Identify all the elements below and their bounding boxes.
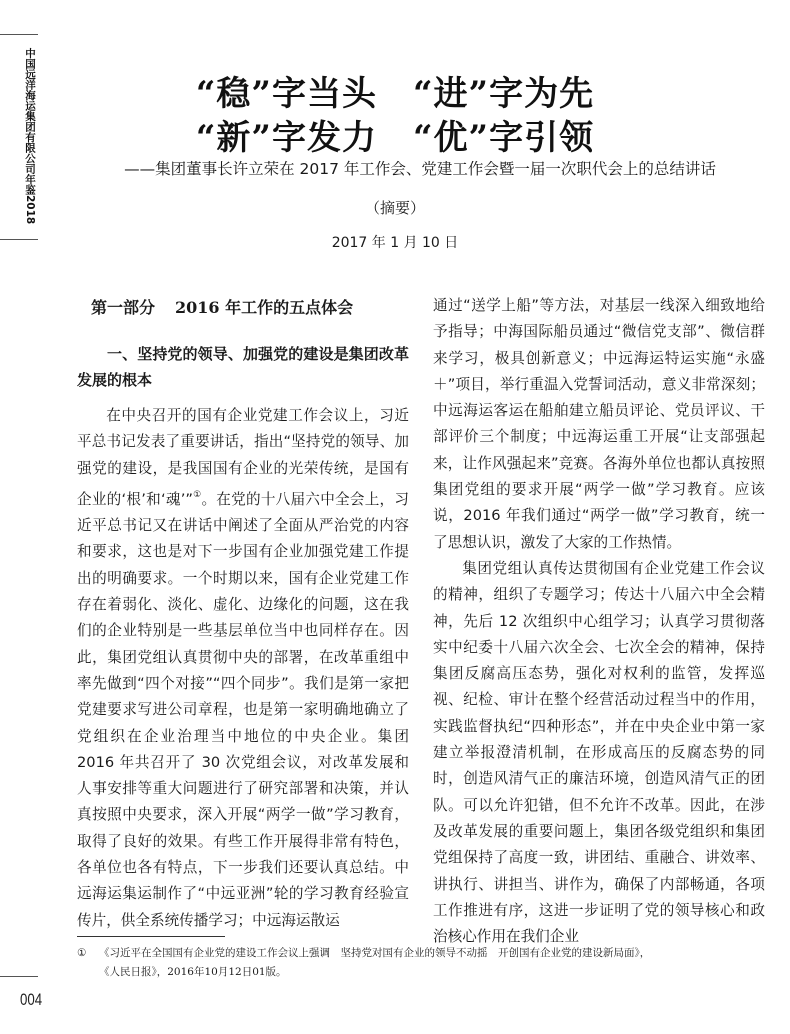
paragraph-text-after-footnote: 。在党的十八届六中全会上，习近平总书记又在讲话中阐述了全面从严治党的内容和要求，这也是对下一步国有企业加强党建工作提出的明确要求。一个时期以来，国有企业党建工作存在着弱化、淡化、虚化、边缘化的问题，这在我们的企业特别是一些基层单位当中也同样存在。因此，集团党组认真贯彻中央的部署，在改革重组中率先做到“四个对接”“四个同步”。我们是第一家把党建要求写进公司章程，也是第一家明确地确立了党组织在企业治理当中地位的中央企业。集团 2016 年共召开了 30 次党组会议，对改革发展和人事安排等重大问题进行了研究部署和决策，并认真按照中央要求，深入开展“两学一做”学习教育，取得了良好的效果。有些工作开展得非常有特色，各单位也各有特点，下一步我们还要认真总结。中远海运集运制作了“中远亚洲”轮的学习教育经验宣传片，供全系统传播学习；中远海运散运 — [77, 490, 409, 929]
running-header-publication: 中国远洋海运集团有限公司年鉴 — [24, 48, 36, 195]
footnote-divider — [77, 936, 225, 937]
left-column — [77, 293, 409, 934]
side-rule-top — [0, 34, 38, 35]
footnote-line-1 — [77, 944, 757, 963]
title-phrase-new: “新”字发力 — [195, 118, 377, 158]
subtitle: ——集团董事长许立荣在 2017 年工作会、党建工作会暨一届一次职代会上的总结讲话 — [124, 160, 716, 178]
body-paragraph: 集团党组认真传达贯彻国有企业党建工作会议的精神，组织了专题学习；传达十八届六中全会精神，先后 12 次组织中心组学习；认真学习贯彻落实中纪委十八届六次全会、七次全会的精神，保持集团反腐高压态势，强化对权利的监管，发挥巡视、纪检、审计在整个经营活动过程当中的作用，实践监督执纪“四种形态”，并在中央企业中第一家建立举报澄清机制，在形成高压的反腐态势的同时，创造风清气正的廉洁环境，创造风清气正的团队。可以允许犯错，但不允许不改革。因此，在涉及改革发展的重要问题上，集团各级党组织和集团党组保持了高度一致，讲团结、重融合、讲效率、讲执行、讲担当、讲作为，确保了内部畅通，各项工作推进有序，这进一步证明了党的领导核心和政治核心作用在我们企业 — [433, 559, 765, 946]
speech-date: 2017 年 1 月 10 日 — [331, 235, 459, 251]
title-phrase-excellence: “优”字引领 — [413, 118, 595, 158]
part-heading — [91, 293, 409, 331]
part-label: 第一部分 — [91, 298, 156, 317]
part-title: 2016 年工作的五点体会 — [175, 298, 354, 317]
title-line-1 — [0, 66, 790, 115]
body-paragraph — [77, 403, 409, 934]
right-column — [433, 293, 765, 950]
title-phrase-progress: “进”字为先 — [413, 74, 595, 114]
footnote-reference[interactable]: ① — [192, 489, 202, 500]
running-header-year: 2018 — [24, 195, 36, 225]
footnote-line-2: 《人民日报》，2016年10月12日01版。 — [99, 966, 287, 978]
body-paragraph-continued: 通过“送学上船”等方法，对基层一线深入细致地给予指导；中海国际船员通过“微信党支部”、微信群来学习，极具创新意义；中远海运特运实施“永盛＋”项目，举行重温入党誓词活动，意义非常深刻；中远海运客运在船舶建立船员评论、党员评议、干部评价三个制度；中远海运重工开展“让支部强起来，让作风强起来”竞赛。各海外单位也都认真按照集团党组的要求开展“两学一做”学习教育。应该说，2016 年我们通过“两学一做”学习教育，统一了思想认识，激发了大家的工作热情。 — [433, 297, 765, 551]
page-number: 004 — [20, 990, 43, 1009]
paragraph-text-before-footnote: 在中央召开的国有企业党建工作会议上，习近平总书记发表了重要讲话，指出“坚持党的领导、加强党的建设，是我国国有企业的光荣传统，是国有企业的‘根’和‘魂’” — [77, 407, 409, 508]
footnote-marker: ① — [77, 947, 87, 959]
section-heading: 一、坚持党的领导、加强党的建设是集团改革发展的根本 — [77, 345, 409, 389]
title-phrase-stability: “稳”字当头 — [195, 74, 377, 114]
abstract-label: （摘要） — [364, 199, 425, 217]
footnote — [77, 944, 757, 982]
title-line-2 — [0, 110, 790, 159]
page-number-rule — [0, 976, 38, 977]
footnote-citation-title: 《习近平在全国国有企业党的建设工作会议上强调 坚持党对国有企业的领导不动摇 开创国有企业党的建设新局面》， — [99, 947, 651, 959]
